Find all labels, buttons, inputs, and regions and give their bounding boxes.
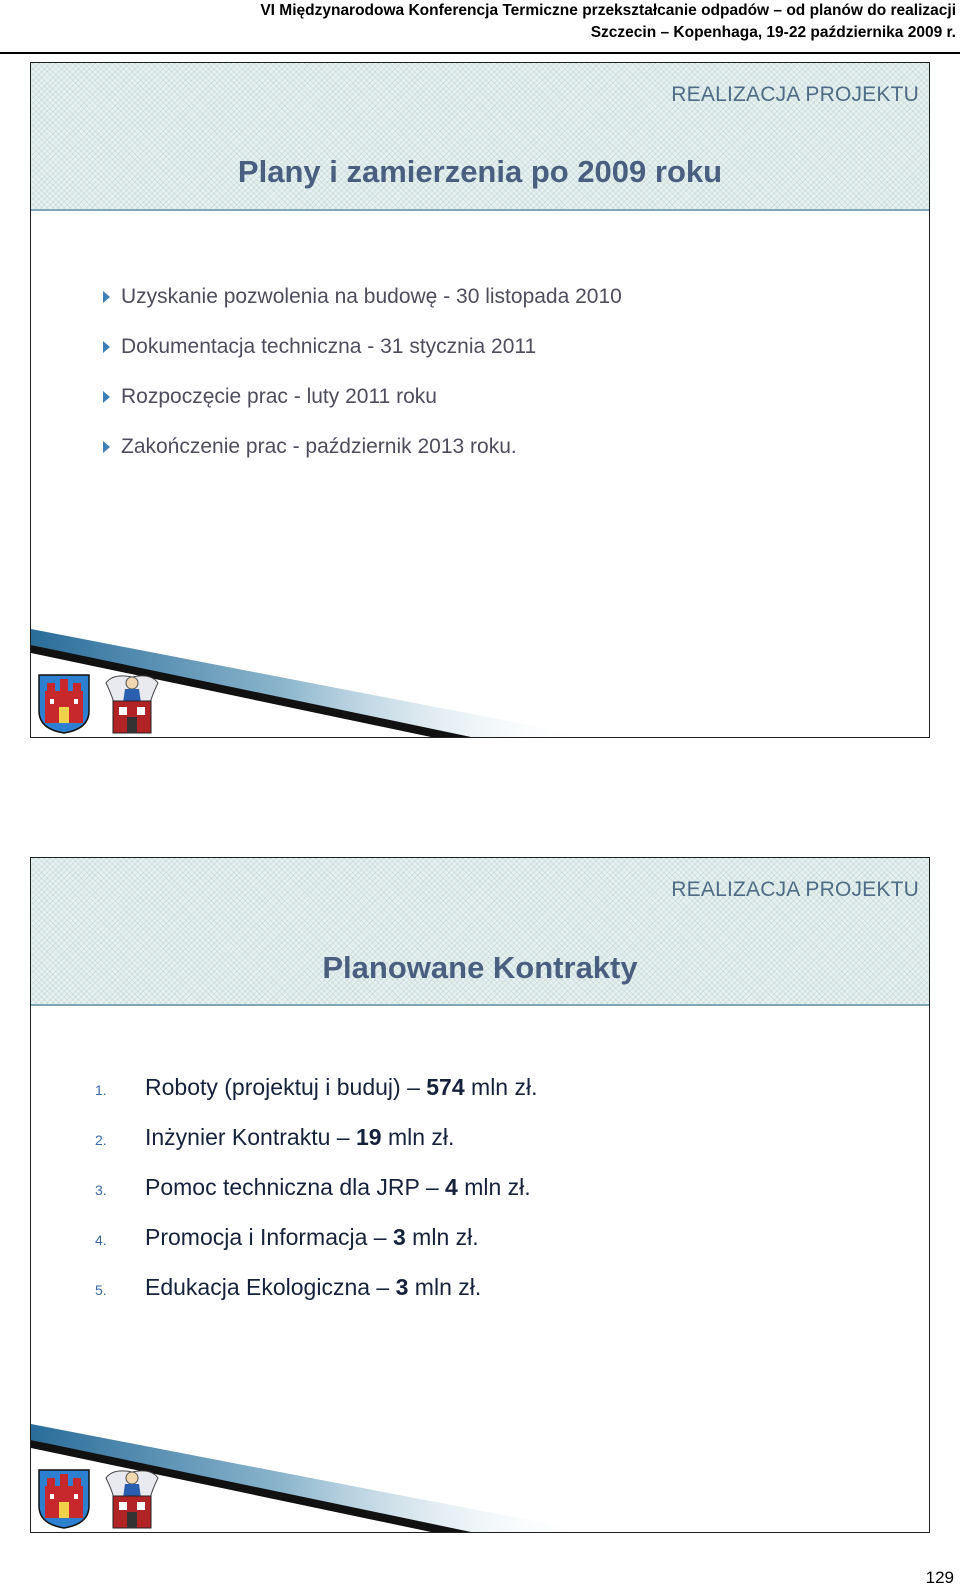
bullet-list xyxy=(103,285,622,485)
list-item xyxy=(103,335,622,385)
page-number: 129 xyxy=(925,1568,954,1587)
item-value: 19 xyxy=(355,1124,382,1150)
section-label: REALIZACJA PROJEKTU xyxy=(671,878,919,901)
list-item xyxy=(95,1224,537,1274)
item-value: 3 xyxy=(392,1224,406,1250)
item-number: 3. xyxy=(95,1182,107,1198)
item-text: Promocja i Informacja – xyxy=(145,1224,387,1250)
slide-banner xyxy=(31,858,929,1006)
item-value: 3 xyxy=(395,1274,409,1300)
slide-banner xyxy=(31,63,929,211)
item-number: 5. xyxy=(95,1282,107,1298)
header-rule xyxy=(0,52,960,54)
contracts-list xyxy=(95,1074,537,1324)
item-unit: mln zł. xyxy=(414,1274,482,1300)
torun-coat-of-arms-icon xyxy=(103,1468,161,1530)
list-item xyxy=(95,1174,537,1224)
slide-contracts xyxy=(30,857,930,1533)
footer-decoration xyxy=(31,1422,929,1532)
item-number: 1. xyxy=(95,1082,107,1098)
list-item xyxy=(95,1274,537,1324)
bullet-arrow-icon xyxy=(103,441,110,453)
item-text: Inżynier Kontraktu – xyxy=(145,1124,350,1150)
bydgoszcz-coat-of-arms-icon xyxy=(37,1468,91,1530)
footer-decoration xyxy=(31,627,929,737)
item-text: Edukacja Ekologiczna – xyxy=(145,1274,390,1300)
slide-plans xyxy=(30,62,930,738)
page-header xyxy=(0,0,956,44)
section-label: REALIZACJA PROJEKTU xyxy=(671,83,919,106)
torun-coat-of-arms-icon xyxy=(103,673,161,735)
bullet-arrow-icon xyxy=(103,391,110,403)
item-number: 2. xyxy=(95,1132,107,1148)
list-item xyxy=(95,1124,537,1174)
item-value: 4 xyxy=(445,1174,458,1200)
conference-location-date: Szczecin – Kopenhaga, 19-22 października 2009 r. xyxy=(590,24,956,41)
item-text: Roboty (projektuj i buduj) – xyxy=(145,1074,420,1100)
list-item-text: Zakończenie prac - październik 2013 roku. xyxy=(121,435,517,458)
list-item-text: Dokumentacja techniczna - 31 stycznia 2011 xyxy=(121,335,537,358)
list-item-text: Uzyskanie pozwolenia na budowę - 30 listopada 2010 xyxy=(121,285,622,308)
item-unit: mln zł. xyxy=(471,1074,538,1100)
item-unit: mln zł. xyxy=(387,1124,455,1150)
list-item xyxy=(103,435,622,485)
slide-title: Planowane Kontrakty xyxy=(322,950,638,985)
item-unit: mln zł. xyxy=(464,1174,531,1200)
item-text: Pomoc techniczna dla JRP – xyxy=(145,1174,439,1200)
bydgoszcz-coat-of-arms-icon xyxy=(37,673,91,735)
item-value: 574 xyxy=(426,1074,465,1100)
conference-title: VI Międzynarodowa Konferencja Termiczne przekształcanie odpadów – od planów do realizacji xyxy=(260,2,956,19)
list-item xyxy=(103,385,622,435)
list-item-text: Rozpoczęcie prac - luty 2011 roku xyxy=(121,385,437,408)
list-item xyxy=(103,285,622,335)
bullet-arrow-icon xyxy=(103,341,110,353)
bullet-arrow-icon xyxy=(103,291,110,303)
list-item xyxy=(95,1074,537,1124)
item-number: 4. xyxy=(95,1232,107,1248)
slide-title: Plany i zamierzenia po 2009 roku xyxy=(237,154,723,189)
item-unit: mln zł. xyxy=(412,1224,479,1250)
